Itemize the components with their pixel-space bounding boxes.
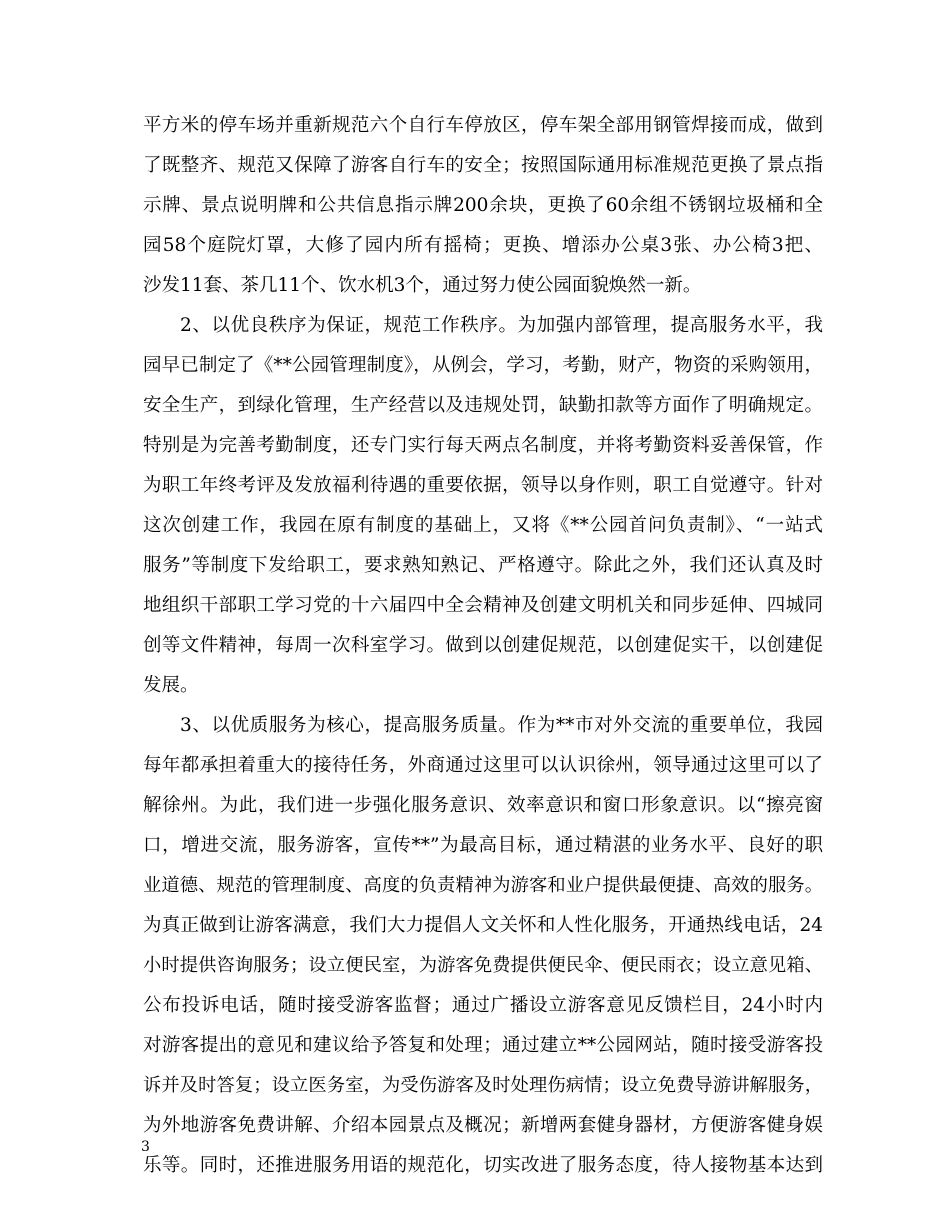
text-line: 业道德、规范的管理制度、高度的负责精神为游客和业户提供最便捷、高效的服务。 xyxy=(143,875,823,896)
page-number: 3 xyxy=(141,1139,150,1155)
text-line: 每年都承担着重大的接待任务，外商通过这里可以认识徐州，领导通过这里可以了 xyxy=(143,755,823,776)
text-line: 诉并及时答复；设立医务室，为受伤游客及时处理伤病情；设立免费导游讲解服务， xyxy=(143,1075,823,1096)
text-line: 解徐州。为此，我们进一步强化服务意识、效率意识和窗口形象意识。以“擦亮窗 xyxy=(143,795,823,816)
text-line: 乐等。同时，还推进服务用语的规范化，切实改进了服务态度，待人接物基本达到 xyxy=(143,1155,823,1176)
text-line: 2、以优良秩序为保证，规范工作秩序。为加强内部管理，提高服务水平，我 xyxy=(180,315,823,336)
text-line: 示牌、景点说明牌和公共信息指示牌200余块，更换了60余组不锈钢垃圾桶和全 xyxy=(143,195,823,216)
text-line: 平方米的停车场并重新规范六个自行车停放区，停车架全部用钢管焊接而成，做到 xyxy=(143,115,823,136)
text-line: 这次创建工作，我园在原有制度的基础上，又将《**公园首问负责制》、“一站式 xyxy=(143,515,823,536)
text-line: 安全生产，到绿化管理，生产经营以及违规处罚，缺勤扣款等方面作了明确规定。 xyxy=(143,395,823,416)
text-line: 创等文件精神，每周一次科室学习。做到以创建促规范，以创建促实干，以创建促 xyxy=(143,635,823,656)
text-line: 园早已制定了《**公园管理制度》，从例会，学习，考勤，财产，物资的采购领用， xyxy=(143,355,823,376)
text-line: 3、以优质服务为核心，提高服务质量。作为**市对外交流的重要单位，我园 xyxy=(180,715,823,736)
text-line: 发展。 xyxy=(143,675,199,696)
text-line: 服务”等制度下发给职工，要求熟知熟记、严格遵守。除此之外，我们还认真及时 xyxy=(143,555,823,576)
text-line: 对游客提出的意见和建议给予答复和处理；通过建立**公园网站，随时接受游客投 xyxy=(143,1035,823,1056)
body-text xyxy=(143,106,823,1186)
text-line: 了既整齐、规范又保障了游客自行车的安全；按照国际通用标准规范更换了景点指 xyxy=(143,155,823,176)
text-line: 园58个庭院灯罩，大修了园内所有摇椅；更换、增添办公桌3张、办公椅3把、 xyxy=(143,235,823,256)
text-line: 为职工年终考评及发放福利待遇的重要依据，领导以身作则，职工自觉遵守。针对 xyxy=(143,475,823,496)
text-line: 小时提供咨询服务；设立便民室，为游客免费提供便民伞、便民雨衣；设立意见箱、 xyxy=(143,955,823,976)
text-line: 公布投诉电话，随时接受游客监督；通过广播设立游客意见反馈栏目，24小时内 xyxy=(143,995,823,1016)
text-line: 口，增进交流，服务游客，宣传**”为最高目标，通过精湛的业务水平、良好的职 xyxy=(143,835,823,856)
text-line: 地组织干部职工学习党的十六届四中全会精神及创建文明机关和同步延伸、四城同 xyxy=(143,595,823,616)
text-line: 为外地游客免费讲解、介绍本园景点及概况；新增两套健身器材，方便游客健身娱 xyxy=(143,1115,823,1136)
text-line: 特别是为完善考勤制度，还专门实行每天两点名制度，并将考勤资料妥善保管，作 xyxy=(143,435,823,456)
text-line: 为真正做到让游客满意，我们大力提倡人文关怀和人性化服务，开通热线电话，24 xyxy=(143,915,823,936)
text-line: 沙发11套、茶几11个、饮水机3个，通过努力使公园面貌焕然一新。 xyxy=(143,275,702,296)
